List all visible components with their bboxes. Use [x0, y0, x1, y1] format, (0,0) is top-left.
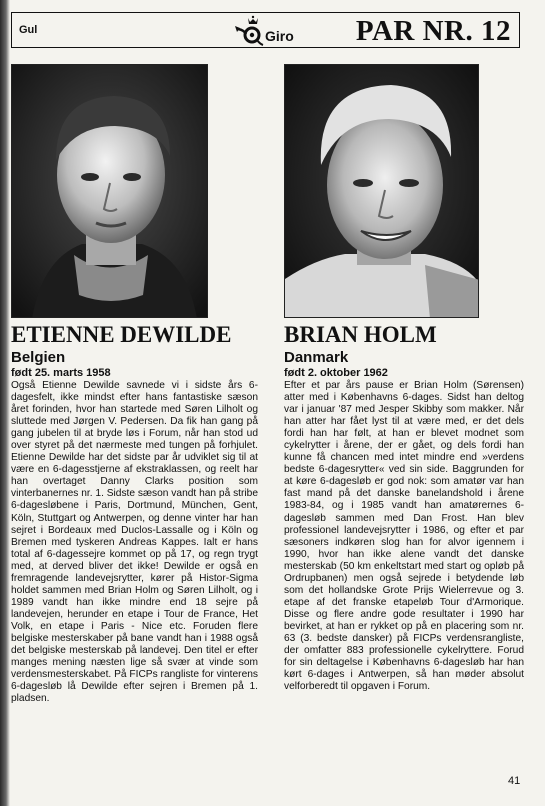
color-label: Gul	[19, 24, 38, 36]
rider-name: ETIENNE DEWILDE	[11, 322, 232, 347]
pair-title: PAR NR. 12	[355, 15, 511, 47]
rider-photo-right	[284, 64, 479, 318]
rider-biography: Efter et par års pause er Brian Holm (Sørensen) atter med i Københavns 6-dages. Sidst han deltog var i januar '87 med Jesper Skibby som makker. Når han atter har fået lyst til at være med, er det dels fordi han har følt, at han er blevet modnet som cykelrytter i årene, der er gået, og dels fordi han kunne få chancen med intet mindre end »verdens bedste 6-dagesrytter« ved sin side. Baggrunden for at køre 6-dagesløb er god nok: som amatør var han fast mand på det danske banelandshold i årene 1983-84, og i 1985 vandt han amatørernes 6-dagesløb sammen med Dan Frost. Han blev professionel landevejsrytter i 1986, og efter et par sæsoners indkøren slog han for alvor igennem i 1990, hvor han ikke alene vandt det danske mesterskab (50 km enkeltstart med start og opløb på Ordrupbanen) men også sejrede i betydende løb som det hollandske Grote Prijs Wielerrevue og 3. etape af det franske etapeløb Tour d'Armorique. Disse og flere andre gode resultater i 1990 har bevirket, at han er rykket op på en placering som nr. 63 (3. bedste dansker) på FICPs verdensrangliste, der omfatter 883 professionelle cykelryttere. Forud for sin deltagelse i Københavns 6-dagesløb har han kørt 6-dages i Antwerpen, så han møder absolut velforberedt til opgaven i Forum.	[284, 380, 524, 693]
rider-country: Belgien	[11, 349, 66, 366]
rider-photo-left	[11, 64, 208, 318]
rider-birthdate: født 25. marts 1958	[11, 367, 111, 379]
page-number: 41	[508, 775, 521, 787]
rider-birthdate: født 2. oktober 1962	[284, 367, 388, 379]
page-binding-shadow	[0, 0, 10, 806]
giro-logo	[229, 15, 319, 47]
rider-biography: Også Etienne Dewilde savnede vi i sidste års 6-dagesfelt, ikke mindst efter hans fantastiske sæson året forinden, hvor han startede med Søren Lilholt og sluttede med Jørgen V. Pedersen. Da fik han gang på gang jubelen til at bryde løs i Forum, når han stod ud over styret på det nærmeste med tungen på forhjulet. Etienne Dewilde har det sidste par år udviklet sig til at være en 6-dagesstjerne af ekstraklassen, og reelt har han overtaget Danny Clarks position som vinterbanernes nr. 1. Sidste sæson vandt han på stribe 6-dagesløbene i Paris, Dortmund, München, Gent, Köln, Stuttgart og Antwerpen, og denne vinter har han sejret i Bordeaux med Duclos-Lassalle og i Köln og Bremen med tyskeren Andreas Kappes. Ialt er hans total af 6-dagessejre kommet op på 17, og regn trygt med, at derved bliver det ikke! Dewilde er også en fremragende landevejsrytter, kører på Histor-Sigma holdet sammen med Brian Holm og Søren Lilholt, og i 1989 vandt han ikke mindre end 18 sejre på landevejen, herunder en etape i Tour de France, Het Volk, en etape i Paris - Nice etc. Foruden flere belgiske mesterskaber på bane vandt han i 1988 også det belgiske mesterskab på landevej. Den titel er efter manges mening næsten lige så svær at vinde som verdensmesterskabet. På FICPs rangliste for vinterens 6-dagesløb lå Dewilde efter sejren i Bremen på 1. pladsen.	[11, 380, 258, 705]
page-header	[11, 12, 520, 48]
rider-country: Danmark	[284, 349, 349, 366]
portrait-image	[285, 65, 479, 318]
brand-name: Giro	[265, 28, 294, 44]
rider-name: BRIAN HOLM	[284, 322, 437, 347]
portrait-image	[12, 65, 208, 318]
